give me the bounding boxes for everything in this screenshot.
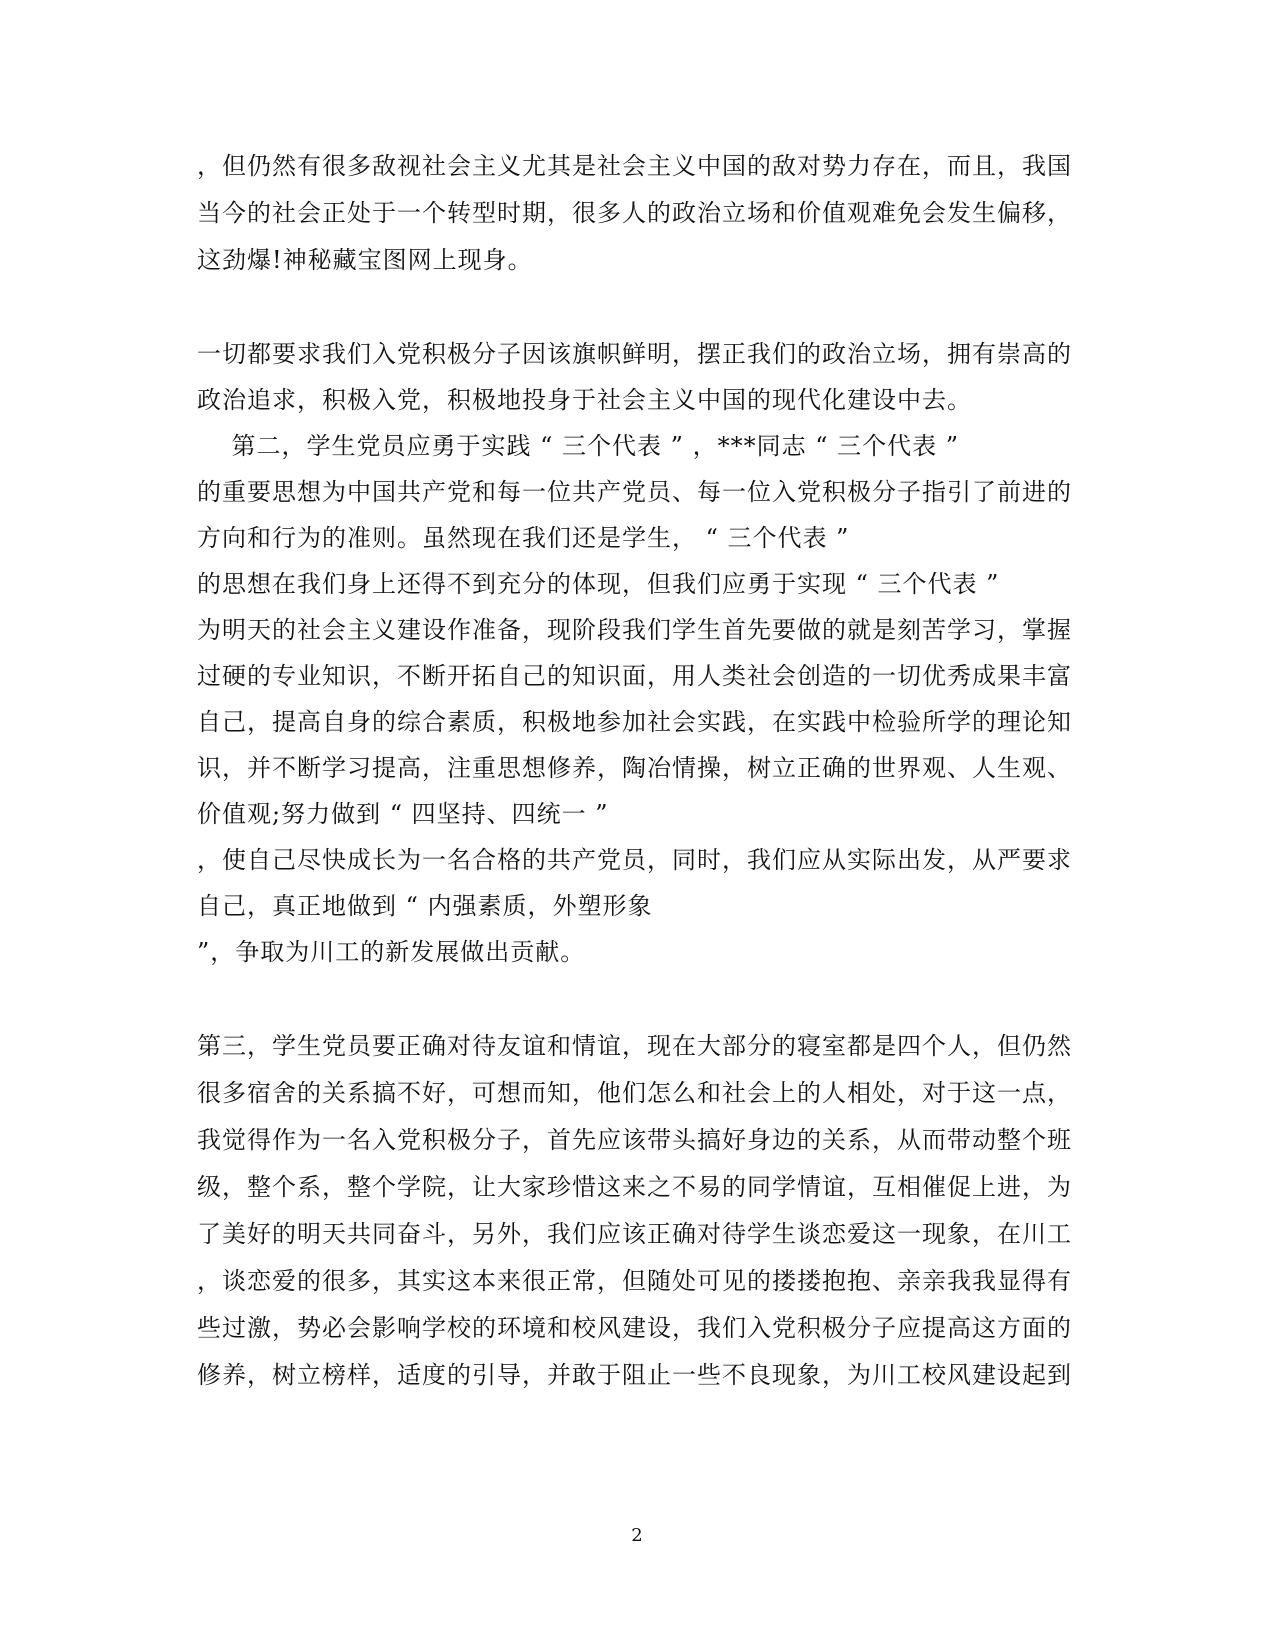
text-line: 些过激，势必会影响学校的环境和校风建设，我们入党积极分子应提高这方面的 xyxy=(197,1314,1072,1342)
text-line: 识，并不断学习提高，注重思想修养，陶冶情操，树立正确的世界观、人生观、 xyxy=(197,754,1072,782)
text-line: 自己，提高自身的综合素质，积极地参加社会实践，在实践中检验所学的理论知 xyxy=(197,708,1072,736)
page-number: 2 xyxy=(631,1525,643,1546)
text-line: 方向和行为的准则。虽然现在我们还是学生， “ 三个代表 ” xyxy=(197,524,850,552)
text-line: 为明天的社会主义建设作准备，现阶段我们学生首先要做的就是刻苦学习，掌握 xyxy=(197,616,1072,644)
text-line: 很多宿舍的关系搞不好，可想而知，他们怎么和社会上的人相处，对于这一点， xyxy=(197,1079,1072,1107)
text-line: ，谈恋爱的很多，其实这本来很正常，但随处可见的搂搂抱抱、亲亲我我显得有 xyxy=(197,1267,1072,1295)
text-line: 一切都要求我们入党积极分子因该旗帜鲜明，摆正我们的政治立场，拥有崇高的 xyxy=(197,340,1072,368)
text-line: 自己，真正地做到 “ 内强素质，外塑形象 xyxy=(197,892,653,920)
text-line: 级，整个系，整个学院，让大家珍惜这来之不易的同学情谊，互相催促上进，为 xyxy=(197,1173,1072,1201)
text-line: 修养，树立榜样，适度的引导，并敢于阻止一些不良现象，为川工校风建设起到 xyxy=(197,1361,1072,1389)
text-line: ”，争取为川工的新发展做出贡献。 xyxy=(197,938,586,966)
text-line: 了美好的明天共同奋斗，另外，我们应该正确对待学生谈恋爱这一现象，在川工 xyxy=(197,1220,1072,1248)
text-line: 的重要思想为中国共产党和每一位共产党员、每一位入党积极分子指引了前进的 xyxy=(197,478,1072,506)
text-line: 政治追求，积极入党，积极地投身于社会主义中国的现代化建设中去。 xyxy=(197,386,972,414)
text-line: 第二，学生党员应勇于实践 “ 三个代表 ” ，***同志 “ 三个代表 ” xyxy=(197,432,959,460)
text-line: 第三，学生党员要正确对待友谊和情谊，现在大部分的寝室都是四个人，但仍然 xyxy=(197,1032,1072,1060)
text-line: ，使自己尽快成长为一名合格的共产党员，同时，我们应从实际出发，从严要求 xyxy=(197,846,1072,874)
text-line: 这劲爆!神秘藏宝图网上现身。 xyxy=(197,246,533,274)
text-line: 过硬的专业知识，不断开拓自己的知识面，用人类社会创造的一切优秀成果丰富 xyxy=(197,662,1072,690)
text-line: 我觉得作为一名入党积极分子，首先应该带头搞好身边的关系，从而带动整个班 xyxy=(197,1126,1072,1154)
text-line: 价值观;努力做到 “ 四坚持、四统一 ” xyxy=(197,800,609,828)
text-line: ，但仍然有很多敌视社会主义尤其是社会主义中国的敌对势力存在，而且，我国 xyxy=(197,152,1072,180)
text-line: 的思想在我们身上还得不到充分的体现，但我们应勇于实现 “ 三个代表 ” xyxy=(197,570,1000,598)
text-line: 当今的社会正处于一个转型时期，很多人的政治立场和价值观难免会发生偏移， xyxy=(197,199,1072,227)
